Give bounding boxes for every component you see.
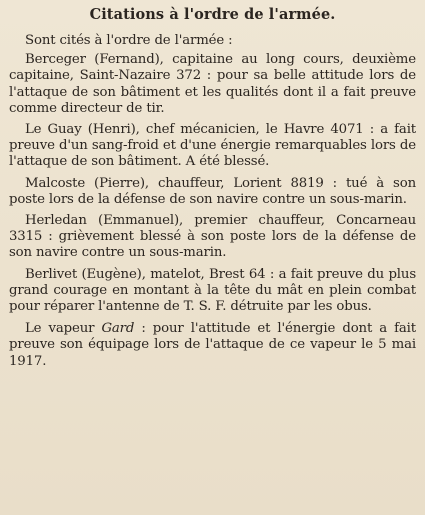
citation-paragraph: Berlivet (Eugène), matelot, Brest 64 : a fait preuve du plus grand courage en montant à la tête du mât en plein combat pour réparer l'antenne de T. S. F. détruite par les obus. xyxy=(9,266,416,315)
ship-name: Gard xyxy=(101,321,135,337)
article-title: Citations à l'ordre de l'armée. xyxy=(89,6,336,23)
citation-paragraph: Malcoste (Pierre), chauffeur, Lorient 8819 : tué à son poste lors de la défense de son navire contre un sous-marin. xyxy=(9,175,416,207)
final-citation-paragraph xyxy=(9,321,416,370)
citation-paragraph: Berceger (Fernand), capitaine au long cours, deuxième capitaine, Saint-Nazaire 372 : pour sa belle attitude lors de l'attaque de son bâtiment et les qualités dont il a fait preuve comme directeur de tir. xyxy=(9,52,416,116)
intro-paragraph: Sont cités à l'ordre de l'armée : xyxy=(25,33,233,48)
citation-paragraph: Herledan (Emmanuel), premier chauffeur, Concarneau 3315 : grièvement blessé à son poste lors de la défense de son navire contre un sous-marin. xyxy=(9,213,416,261)
final-suffix: : pour l'attitude et l'énergie dont a fait preuve son équipage lors de l'attaque de ce vapeur le 5 mai 1917. xyxy=(9,321,416,369)
final-prefix: Le vapeur xyxy=(25,321,102,337)
citation-paragraph: Le Guay (Henri), chef mécanicien, le Havre 4071 : a fait preuve d'un sang-froid et d'une énergie remarquables lors de l'attaque de son bâtiment. A été blessé. xyxy=(9,122,416,170)
